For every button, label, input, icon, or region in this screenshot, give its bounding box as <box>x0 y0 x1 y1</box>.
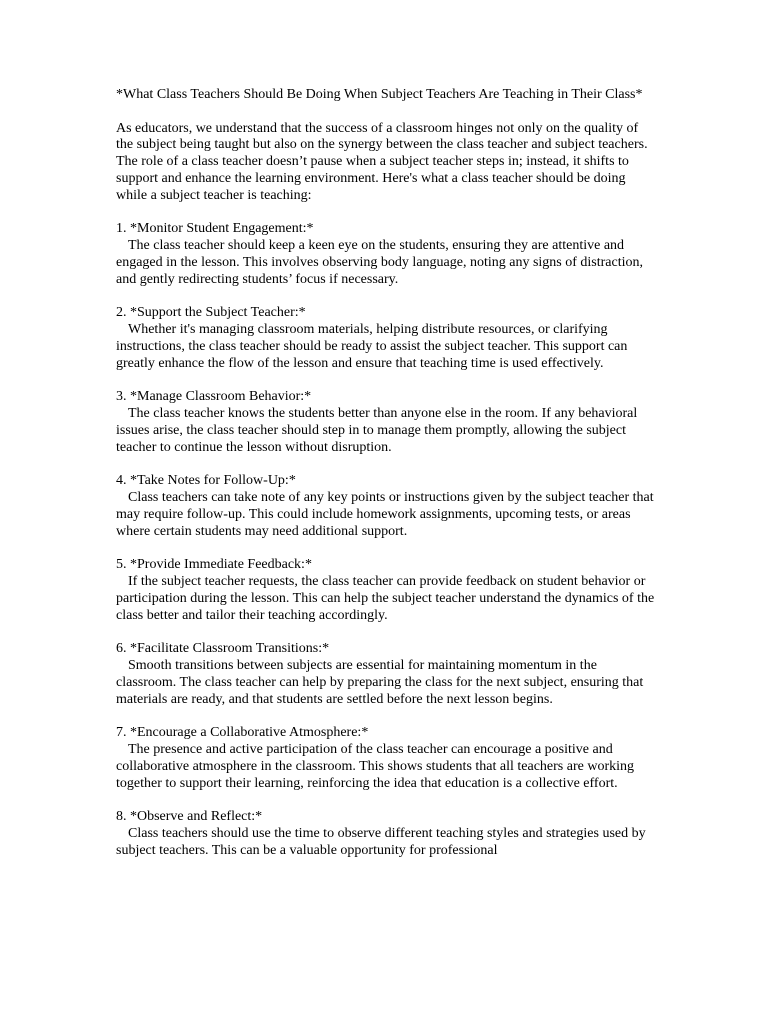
section-body <box>116 574 656 624</box>
section <box>116 389 656 456</box>
section-body <box>116 826 656 860</box>
section-heading: 7. *Encourage a Collaborative Atmosphere:* <box>116 725 369 741</box>
section-body-text: Class teachers should use the time to observe different teaching styles and strategies used by subject teachers. This can be a valuable opportunity for professional <box>116 826 646 858</box>
section-body <box>116 406 656 456</box>
section-heading: 2. *Support the Subject Teacher:* <box>116 305 306 321</box>
section-body <box>116 658 656 708</box>
section-body-text: The class teacher knows the students better than anyone else in the room. If any behavioral issues arise, the class teacher should step in to manage them promptly, allowing the subject teacher to continue the lesson without disruption. <box>116 406 638 455</box>
section-body-text: The class teacher should keep a keen eye on the students, ensuring they are attentive and engaged in the lesson. This involves observing body language, noting any signs of distraction, and gently redirecting students’ focus if necessary. <box>116 238 643 287</box>
section-body-text: Smooth transitions between subjects are essential for maintaining momentum in the classroom. The class teacher can help by preparing the class for the next subject, ensuring that materials are ready, and that students are settled before the next lesson begins. <box>116 658 644 707</box>
section <box>116 221 656 288</box>
section-body <box>116 742 656 792</box>
section-heading: 1. *Monitor Student Engagement:* <box>116 221 314 237</box>
section-heading: 6. *Facilitate Classroom Transitions:* <box>116 641 330 657</box>
section-heading: 8. *Observe and Reflect:* <box>116 809 263 825</box>
section-body-text: If the subject teacher requests, the class teacher can provide feedback on student behavior or participation during the lesson. This can help the subject teacher understand the dynamics of the class better and tailor their teaching accordingly. <box>116 574 655 623</box>
section-heading: 5. *Provide Immediate Feedback:* <box>116 557 312 573</box>
section-body <box>116 490 656 540</box>
section-heading: 3. *Manage Classroom Behavior:* <box>116 389 312 405</box>
section-body-text: Class teachers can take note of any key points or instructions given by the subject teacher that may require follow-up. This could include homework assignments, upcoming tests, or areas where certain students may need additional support. <box>116 490 654 539</box>
intro-paragraph: As educators, we understand that the success of a classroom hinges not only on the quality of the subject being taught but also on the synergy between the class teacher and subject teachers. The role of a class teacher doesn’t pause when a subject teacher steps in; instead, it shifts to support and enhance the learning environment. Here's what a class teacher should be doing while a subject teacher is teaching: <box>116 120 651 203</box>
section-body <box>116 322 656 372</box>
section <box>116 641 656 708</box>
section <box>116 809 656 859</box>
section-list <box>116 221 656 859</box>
section <box>116 725 656 792</box>
section <box>116 557 656 624</box>
section-body-text: The presence and active participation of the class teacher can encourage a positive and collaborative atmosphere in the classroom. This shows students that all teachers are working together to support their learning, reinforcing the idea that education is a collective effort. <box>116 742 634 791</box>
section-body-text: Whether it's managing classroom materials, helping distribute resources, or clarifying instructions, the class teacher should be ready to assist the subject teacher. This support can greatly enhance the flow of the lesson and ensure that teaching time is used effectively. <box>116 322 628 371</box>
section-body <box>116 238 656 288</box>
section <box>116 305 656 372</box>
section-heading: 4. *Take Notes for Follow-Up:* <box>116 473 296 489</box>
document-title: *What Class Teachers Should Be Doing When Subject Teachers Are Teaching in Their Class* <box>116 87 643 102</box>
document-page <box>116 87 656 876</box>
section <box>116 473 656 540</box>
